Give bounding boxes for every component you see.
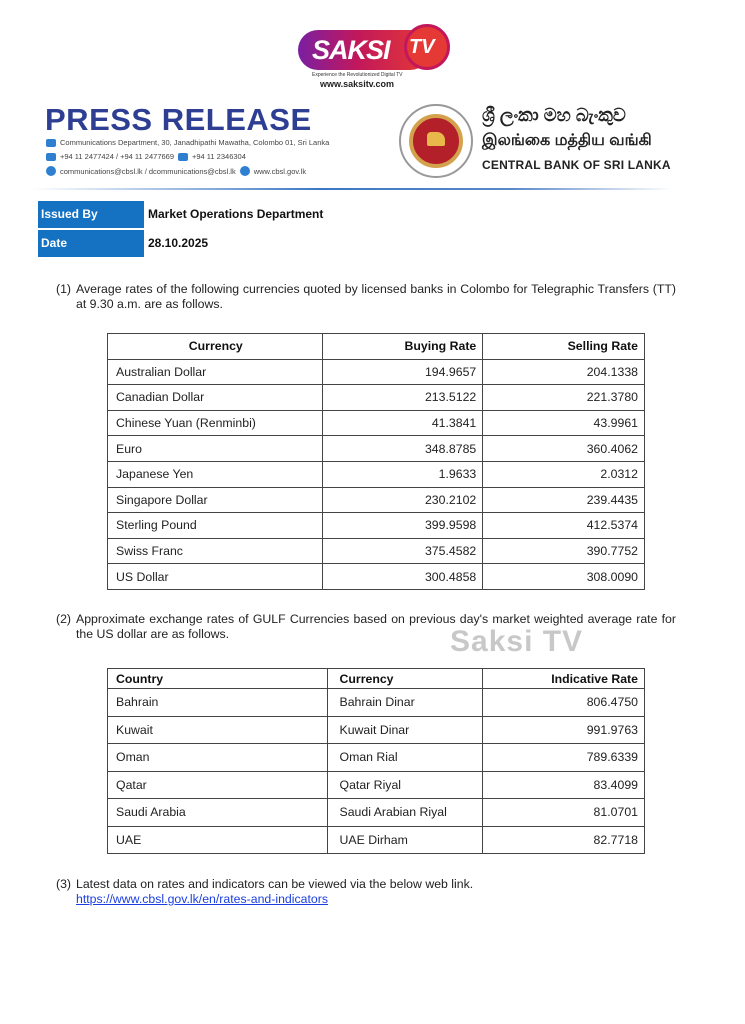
website-text: www.cbsl.gov.lk xyxy=(253,166,307,176)
globe-icon xyxy=(240,166,250,176)
currency-cell: UAE Dirham xyxy=(327,826,483,854)
currency-cell: Australian Dollar xyxy=(108,359,323,385)
selling-rate-cell: 360.4062 xyxy=(483,436,645,462)
col-currency: Currency xyxy=(108,334,323,360)
table-header-row xyxy=(108,334,645,360)
date-label: Date xyxy=(38,230,144,257)
currency-cell: Euro xyxy=(108,436,323,462)
currency-cell: US Dollar xyxy=(108,564,323,590)
issued-by-value: Market Operations Department xyxy=(148,207,324,221)
saksi-logo-brand: SAKSI xyxy=(312,35,390,65)
indicative-rate-cell: 991.9763 xyxy=(483,716,645,744)
org-name-tamil: இலங்கை மத்திய வங்கி xyxy=(482,132,652,149)
currency-cell: Kuwait Dinar xyxy=(327,716,483,744)
col-selling-rate: Selling Rate xyxy=(483,334,645,360)
envelope-icon xyxy=(46,139,56,147)
currency-cell: Saudi Arabian Riyal xyxy=(327,799,483,827)
currency-cell: Oman Rial xyxy=(327,744,483,772)
table-row xyxy=(108,799,645,827)
issued-by-label: Issued By xyxy=(38,201,144,228)
selling-rate-cell: 412.5374 xyxy=(483,513,645,539)
org-name-english: CENTRAL BANK OF SRI LANKA xyxy=(482,158,671,172)
selling-rate-cell: 2.0312 xyxy=(483,461,645,487)
contact-email xyxy=(46,166,306,176)
indicative-rate-cell: 789.6339 xyxy=(483,744,645,772)
saksi-logo-url: www.saksitv.com xyxy=(320,79,395,89)
table-header-row xyxy=(108,669,645,689)
table-row xyxy=(108,716,645,744)
saksi-logo-tv: TV xyxy=(409,36,435,58)
currency-cell: Chinese Yuan (Renminbi) xyxy=(108,410,323,436)
table-row xyxy=(108,771,645,799)
rates-indicators-link[interactable]: https://www.cbsl.gov.lk/en/rates-and-indicators xyxy=(76,892,328,906)
address-text: Communications Department, 30, Janadhipathi Mawatha, Colombo 01, Sri Lanka xyxy=(60,138,330,147)
table-row xyxy=(108,513,645,539)
indicative-rate-cell: 83.4099 xyxy=(483,771,645,799)
org-name-sinhala: ශ්‍රී ලංකා මහ බැංකුව xyxy=(482,105,626,125)
indicative-rate-cell: 806.4750 xyxy=(483,689,645,717)
issued-by-row xyxy=(38,200,323,228)
buying-rate-cell: 213.5122 xyxy=(322,385,483,411)
currency-cell: Sterling Pound xyxy=(108,513,323,539)
col-buying-rate: Buying Rate xyxy=(322,334,483,360)
section-3-number: (3) xyxy=(56,877,72,891)
lion-icon xyxy=(427,132,445,146)
fax-icon xyxy=(178,153,188,161)
tt-rates-table xyxy=(107,333,645,590)
selling-rate-cell: 239.4435 xyxy=(483,487,645,513)
buying-rate-cell: 399.9598 xyxy=(322,513,483,539)
phone-icon xyxy=(46,153,56,161)
table-row xyxy=(108,461,645,487)
currency-cell: Canadian Dollar xyxy=(108,385,323,411)
table-row xyxy=(108,487,645,513)
table-row xyxy=(108,744,645,772)
col-currency: Currency xyxy=(327,669,483,689)
date-value: 28.10.2025 xyxy=(148,236,209,250)
country-cell: Oman xyxy=(108,744,328,772)
table-row xyxy=(108,689,645,717)
buying-rate-cell: 348.8785 xyxy=(322,436,483,462)
selling-rate-cell: 308.0090 xyxy=(483,564,645,590)
date-row xyxy=(38,229,323,257)
saksi-tv-logo xyxy=(298,22,450,92)
currency-cell: Bahrain Dinar xyxy=(327,689,483,717)
contact-address xyxy=(46,138,329,147)
section-3-body: Latest data on rates and indicators can be viewed via the below web link. xyxy=(76,877,474,891)
contact-phone xyxy=(46,152,246,161)
section-3-text xyxy=(56,877,676,907)
currency-cell: Japanese Yen xyxy=(108,461,323,487)
section-2-number: (2) xyxy=(56,612,72,626)
saksi-logo-tagline: Experience the Revolutionized Digital TV xyxy=(312,72,403,78)
indicative-rate-cell: 82.7718 xyxy=(483,826,645,854)
table-row xyxy=(108,538,645,564)
buying-rate-cell: 41.3841 xyxy=(322,410,483,436)
country-cell: UAE xyxy=(108,826,328,854)
phone-text: +94 11 2477424 / +94 11 2477669 xyxy=(60,152,174,161)
country-cell: Bahrain xyxy=(108,689,328,717)
indicative-rate-cell: 81.0701 xyxy=(483,799,645,827)
section-1-number: (1) xyxy=(56,282,72,296)
section-2-body: Approximate exchange rates of GULF Currencies based on previous day's market weighted average rate for the US dollar are as follows. xyxy=(76,612,676,641)
selling-rate-cell: 221.3780 xyxy=(483,385,645,411)
currency-cell: Qatar Riyal xyxy=(327,771,483,799)
currency-cell: Singapore Dollar xyxy=(108,487,323,513)
table-row xyxy=(108,410,645,436)
gulf-rates-table xyxy=(107,668,645,854)
col-indicative-rate: Indicative Rate xyxy=(483,669,645,689)
selling-rate-cell: 204.1338 xyxy=(483,359,645,385)
table-row xyxy=(108,436,645,462)
fax-text: +94 11 2346304 xyxy=(192,152,246,161)
col-country: Country xyxy=(108,669,328,689)
at-icon xyxy=(46,166,56,176)
cbsl-seal-logo xyxy=(399,104,473,178)
buying-rate-cell: 375.4582 xyxy=(322,538,483,564)
saksi-watermark: Saksi TV xyxy=(450,625,584,658)
currency-cell: Swiss Franc xyxy=(108,538,323,564)
buying-rate-cell: 300.4858 xyxy=(322,564,483,590)
country-cell: Qatar xyxy=(108,771,328,799)
table-row xyxy=(108,385,645,411)
section-1-body: Average rates of the following currencies quoted by licensed banks in Colombo for Telegraphic Transfers (TT) at 9.30 a.m. are as follows. xyxy=(76,282,676,311)
table-row xyxy=(108,564,645,590)
table-row xyxy=(108,826,645,854)
seal-ring xyxy=(409,114,463,168)
release-meta xyxy=(38,200,323,258)
email-text: communications@cbsl.lk / dcommunications@cbsl.lk xyxy=(60,166,236,176)
buying-rate-cell: 194.9657 xyxy=(322,359,483,385)
page-title: PRESS RELEASE xyxy=(45,102,312,137)
selling-rate-cell: 43.9961 xyxy=(483,410,645,436)
table-row xyxy=(108,359,645,385)
country-cell: Kuwait xyxy=(108,716,328,744)
section-1-text xyxy=(56,282,676,312)
buying-rate-cell: 230.2102 xyxy=(322,487,483,513)
selling-rate-cell: 390.7752 xyxy=(483,538,645,564)
country-cell: Saudi Arabia xyxy=(108,799,328,827)
header-divider xyxy=(32,188,672,190)
buying-rate-cell: 1.9633 xyxy=(322,461,483,487)
